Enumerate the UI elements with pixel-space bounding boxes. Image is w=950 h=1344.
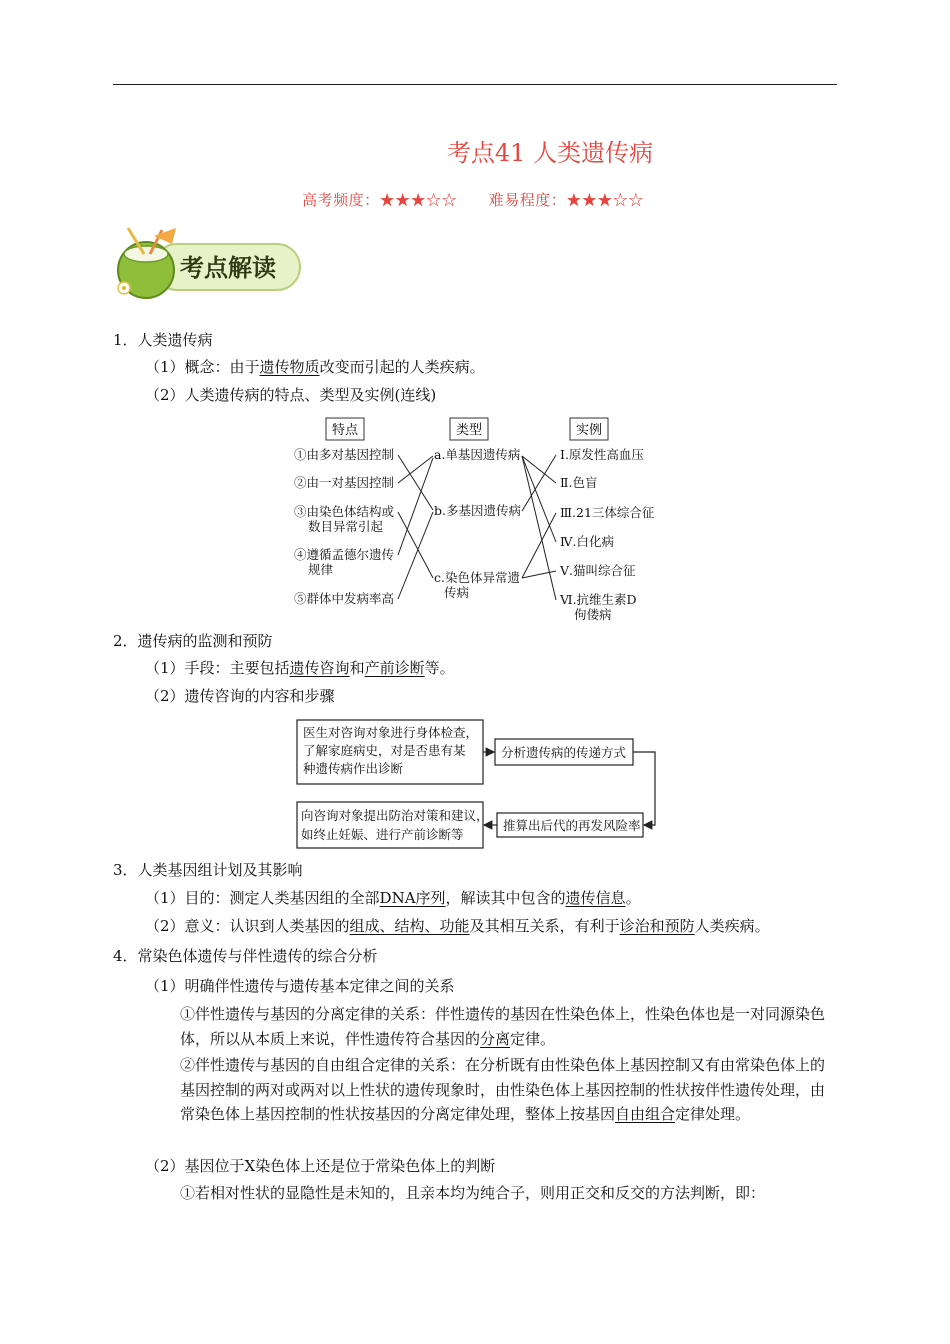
s2-p1-text-end: 等。 (424, 659, 455, 677)
feature-1: ①由多对基因控制 (294, 447, 395, 462)
difficulty-stars: ★★★☆☆ (566, 191, 644, 209)
s3-p2-text-mid: 及其相互关系，有利于 (469, 917, 620, 935)
s4-item1-text-end: 定律。 (510, 1029, 556, 1048)
link-5-b (398, 512, 433, 599)
section-1-p2: （2）人类遗传病的特点、类型及实例(连线) (145, 386, 437, 404)
s2-p1-underline-2: 产前诊断 (364, 659, 425, 677)
flow-box-2-text: 分析遗传病的传递方式 (501, 745, 627, 760)
section-3-p2 (145, 915, 770, 937)
coconut-top-icon (124, 246, 168, 262)
section-2-heading: 2．遗传病的监测和预防 (113, 632, 273, 650)
example-5: Ⅴ.猫叫综合征 (560, 563, 636, 578)
link-4-a (398, 458, 433, 555)
section-4-heading: 4．常染色体遗传与伴性遗传的综合分析 (113, 947, 378, 965)
s2-p1-underline-1: 遗传咨询 (289, 659, 350, 677)
s3-p2-underline-2: 诊治和预防 (619, 917, 695, 935)
s3-p1-text-end: 。 (625, 889, 641, 907)
type-a: a.单基因遗传病 (434, 447, 521, 462)
col-type: 类型 (455, 423, 483, 438)
frequency-line (253, 189, 693, 210)
example-1: Ⅰ.原发性高血压 (560, 447, 644, 462)
s1-p1-underline: 遗传物质 (259, 358, 320, 376)
feature-5: ⑤群体中发病率高 (294, 591, 395, 606)
s4-item2-text-end: 定律处理。 (675, 1105, 751, 1123)
flow-box-1-line-2: 了解家庭病史，对是否患有某 (303, 743, 466, 758)
s2-p1-text-mid: 和 (349, 659, 365, 677)
s3-p2-underline-1: 组成、结构、功能 (349, 917, 470, 935)
s3-p1-underline-2: 遗传信息 (565, 889, 626, 907)
example-4: Ⅳ.白化病 (560, 534, 614, 549)
section-2-p2: （2）遗传咨询的内容和步骤 (145, 687, 335, 705)
s4-item1-underline: 分离 (480, 1029, 511, 1048)
s3-p1-underline-1: DNA序列 (379, 889, 446, 907)
s1-p1-text: （1）概念：由于 (145, 358, 260, 376)
flow-box-4-line-1: 向咨询对象提出防治对策和建议， (301, 808, 489, 823)
link-3-c (398, 512, 433, 578)
feature-3: ③由染色体结构或 (294, 504, 395, 519)
section-1-p1 (145, 356, 485, 378)
example-6-cont: 佝偻病 (574, 607, 612, 622)
col-feature: 特点 (331, 423, 359, 438)
feature-3-cont: 数目异常引起 (308, 519, 384, 534)
s3-p2-text: （2）意义：认识到人类基因的 (145, 917, 350, 935)
section-2-p1 (145, 657, 455, 679)
section-4-item-3: ①若相对性状的显隐性是未知的，且亲本均为纯合子，则用正交和反交的方法判断，即： (180, 1184, 766, 1202)
page-title: 考点41 人类遗传病 (446, 139, 654, 167)
section-4-item-1 (180, 1002, 837, 1051)
example-6: Ⅵ.抗维生素D (560, 592, 637, 607)
flower-center-icon (122, 286, 126, 290)
link-1-b (398, 455, 433, 510)
s2-p1-text: （1）手段：主要包括 (145, 659, 290, 677)
matching-diagram (290, 416, 670, 628)
section-badge (114, 224, 304, 304)
section-3-p1 (145, 887, 641, 909)
flow-box-1-line-1: 医生对咨询对象进行身体检查， (303, 725, 479, 740)
link-2-a (398, 456, 433, 483)
flow-box-4-line-2: 如终止妊娠、进行产前诊断等 (301, 827, 464, 842)
frequency-label: 高考频度： (302, 191, 380, 209)
s4-item2-underline: 自由组合 (615, 1105, 676, 1123)
section-4-sub-2: （2）基因位于X染色体上还是位于常染色体上的判断 (145, 1157, 496, 1175)
link-b-1 (522, 455, 556, 511)
col-example: 实例 (575, 423, 603, 438)
s3-p2-text-end: 人类疾病。 (694, 917, 770, 935)
link-c-3 (522, 513, 556, 578)
section-1-heading: 1．人类遗传病 (113, 331, 213, 349)
s1-p1-text-end: 改变而引起的人类疾病。 (319, 358, 485, 376)
frequency-stars: ★★★☆☆ (379, 191, 458, 209)
section-3-heading: 3．人类基因组计划及其影响 (113, 861, 303, 879)
header-rule (113, 84, 837, 85)
difficulty-label: 难易程度： (488, 191, 567, 209)
example-3: Ⅲ.21三体综合征 (560, 505, 655, 520)
s4-item2-text: ②伴性遗传与基因的自由组合定律的关系：在分析既有由性染色体上基因控制又有由常染色体上的基因控制的两对或两对以上性状的遗传现象时，由性染色体上基因控制的性状按伴性遗传处理，由常染色体上基因控制的性状按基因的分离定律处理，整体上按基因 (180, 1056, 826, 1123)
example-2: Ⅱ.色盲 (560, 475, 598, 490)
s4-item1-text: ①伴性遗传与基因的分离定律的关系：伴性遗传的基因在性染色体上，性染色体也是一对同源染色体，所以从本质上来说，伴性遗传符合基因的 (180, 1005, 826, 1048)
feature-4-cont: 规律 (308, 562, 334, 577)
section-4-item-2 (180, 1053, 837, 1127)
type-c-cont: 传病 (444, 585, 470, 600)
feature-2: ②由一对基因控制 (294, 475, 395, 490)
flow-box-1-line-3: 种遗传病作出诊断 (303, 761, 404, 776)
badge-text: 考点解读 (180, 253, 276, 282)
feature-4: ④遵循孟德尔遗传 (294, 547, 395, 562)
flow-box-3-text: 推算出后代的再发风险率 (503, 818, 641, 833)
section-4-sub-1: （1）明确伴性遗传与遗传基本定律之间的关系 (145, 977, 455, 995)
flow-arrow-2 (633, 752, 655, 825)
consultation-flow (295, 718, 665, 850)
s3-p1-text-mid: ，解读其中包含的 (445, 889, 566, 907)
type-c: c.染色体异常遗 (434, 570, 520, 585)
type-b: b.多基因遗传病 (434, 503, 521, 518)
s3-p1-text: （1）目的：测定人类基因组的全部 (145, 889, 380, 907)
